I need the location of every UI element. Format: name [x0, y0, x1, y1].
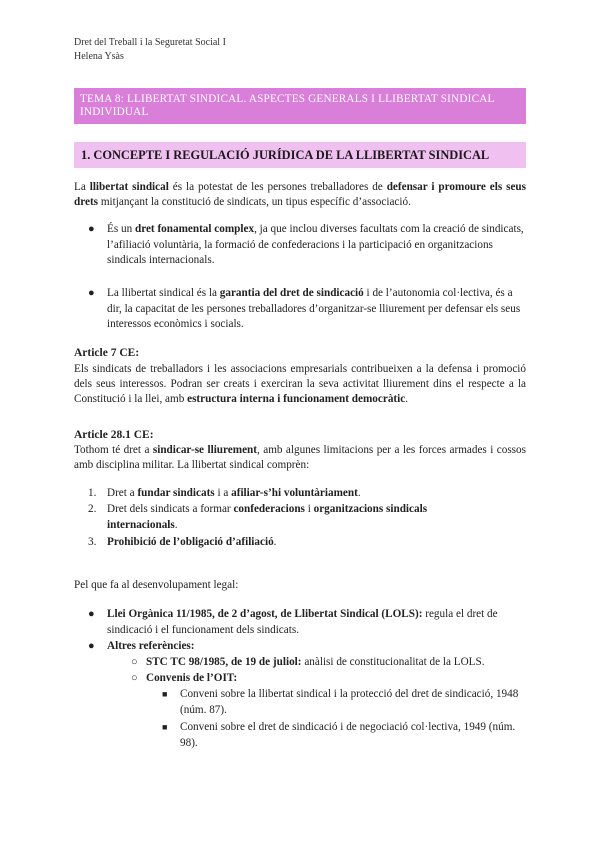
- ref-oit: Convenis de l’OIT:: [146, 672, 238, 684]
- page-header: [74, 36, 226, 64]
- ref-convention-87: Conveni sobre la llibertat sindical i la protecció del dret de sindicació, 1948 (núm. 87).: [180, 688, 519, 716]
- topic-title: TEMA 8: LLIBERTAT SINDICAL. ASPECTES GENERALS I LLIBERTAT SINDICAL INDIVIDUAL: [74, 88, 526, 124]
- article-28-heading: Article 28.1 CE:: [74, 429, 154, 441]
- square-bullet-icon: ■: [162, 722, 168, 732]
- intro-paragraph: La llibertat sindical és la potestat de les persones treballadores de defensar i promoure els seus drets mitjançant la constitució de sindicats, un tipus específic d’associació.: [74, 181, 527, 208]
- list-number: 2.: [88, 503, 97, 515]
- ref-stc: STC TC 98/1985, de 19 de juliol: anàlisi de constitucionalitat de la LOLS.: [146, 656, 485, 668]
- circle-bullet-icon: ○: [131, 672, 138, 684]
- bullet-fundamental-right: És un dret fonamental complex, ja que inclou diverses facultats com la creació de sindicats, l’afiliació voluntària, la formació de confederacions i la participació en organitzacions sindicals internacionals.: [107, 223, 524, 266]
- article-7-heading: Article 7 CE:: [74, 347, 140, 359]
- article-28-text: Tothom té dret a sindicar-se lliurement, amb algunes limitacions per a les forces armades i cossos amb disciplina militar. La llibertat sindical comprèn:: [74, 444, 526, 471]
- bullet-guarantee: La llibertat sindical és la garantia del dret de sindicació i de l’autonomia col·lectiva, és a dir, la capacitat de les persones treballadores d’organitzar-se lliurement per defensar els seus interessos econòmics i socials.: [107, 287, 521, 330]
- bullet-icon: ●: [88, 223, 95, 235]
- course-name: Dret del Treball i la Seguretat Social I: [74, 37, 226, 48]
- square-bullet-icon: ■: [162, 689, 168, 699]
- bullet-icon: ●: [88, 287, 95, 299]
- ref-convention-98: Conveni sobre el dret de sindicació i de negociació col·lectiva, 1949 (núm. 98).: [180, 721, 516, 749]
- list-item-prohibition: Prohibició de l’obligació d’afiliació.: [107, 536, 277, 548]
- list-item-confederations: Dret dels sindicats a formar confederacions i organitzacions sindicals internacionals.: [107, 503, 428, 531]
- list-number: 3.: [88, 536, 97, 548]
- list-item-found-unions: Dret a fundar sindicats i a afiliar-s’hi voluntàriament.: [107, 487, 361, 499]
- bullet-lols: Llei Orgànica 11/1985, de 2 d’agost, de Llibertat Sindical (LOLS): regula el dret de sindicació i el funcionament dels sindicats.: [107, 608, 498, 636]
- section-heading: 1. CONCEPTE I REGULACIÓ JURÍDICA DE LA LLIBERTAT SINDICAL: [74, 142, 526, 168]
- list-number: 1.: [88, 487, 97, 499]
- legal-development-intro: Pel que fa al desenvolupament legal:: [74, 579, 239, 591]
- bullet-icon: ●: [88, 640, 95, 652]
- author-name: Helena Ysàs: [74, 51, 124, 62]
- bullet-icon: ●: [88, 608, 95, 620]
- circle-bullet-icon: ○: [131, 656, 138, 668]
- article-7-text: Els sindicats de treballadors i les associacions empresarials contribueixen a la defensa i promoció dels seus interessos. Podran ser creats i exerciran la seva activitat lliurement dins el respecte a la Constitució i la llei, amb estructura interna i funcionament democràtic.: [74, 363, 526, 405]
- bullet-other-references: Altres referències:: [107, 640, 195, 652]
